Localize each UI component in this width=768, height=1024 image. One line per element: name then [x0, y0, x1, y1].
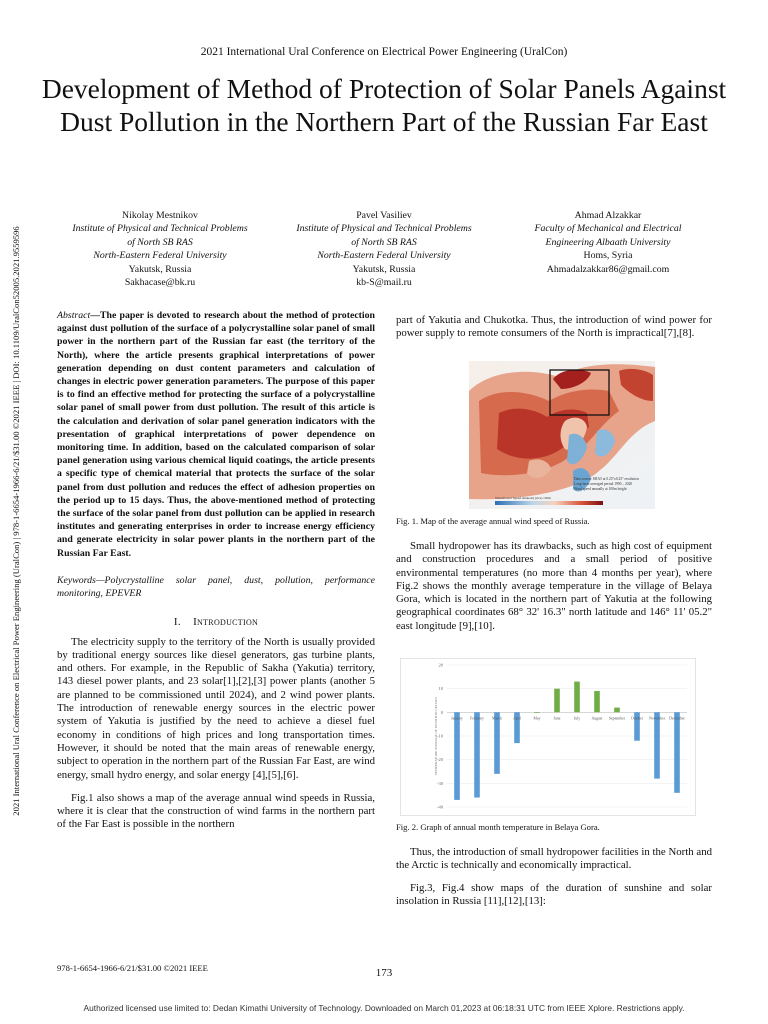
map-scale-label: Wind Power Speed Annually (m/s) 100m	[495, 496, 551, 500]
chart-category-label: November	[648, 716, 666, 721]
right-column-bottom	[396, 846, 712, 908]
chart-bar	[614, 708, 620, 713]
chart-category-label: May	[533, 716, 541, 721]
conference-header: 2021 International Ural Conference on Electrical Power Engineering (UralCon)	[200, 46, 568, 58]
right-column-top	[396, 314, 712, 341]
page-number: 173	[375, 967, 393, 979]
section-number: I.	[173, 616, 181, 629]
authorized-use-notice: Authorized licensed use limited to: Dedan Kimathi University of Technology. Downloaded on March 01,2023 at 06:18:31 UTC from IEEE Xplore. Restrictions apply.	[83, 1003, 685, 1013]
paper-title: Development of Method of Protection of Solar Panels Against Dust Pollution in the Northern Part of the Russian Far East	[41, 73, 727, 137]
map-legend-line-1: Data source: ERA5 at 0.25°x0.25° resolution	[574, 477, 639, 481]
chart-bar	[594, 691, 600, 712]
right-column-mid	[396, 540, 712, 633]
right-paragraph-3: Thus, the introduction of small hydropower facilities in the North and the Arctic is technically and economically impractical.	[396, 846, 712, 872]
author-city: Yakutsk, Russia	[352, 263, 416, 275]
author-name: Nikolay Mestnikov	[122, 210, 198, 221]
author-block-3	[508, 209, 708, 276]
chart-category-label: January	[451, 716, 463, 721]
author-email: Ahmadalzakkar86@gmail.com	[546, 263, 670, 275]
author-name: Ahmad Alzakkar	[574, 210, 642, 221]
chart-y-tick-label: 10	[438, 686, 443, 692]
chart-category-label: March	[492, 716, 502, 721]
author-name: Pavel Vasiliev	[356, 210, 412, 221]
author-block-2	[284, 209, 484, 289]
keywords-text: —Polycrystalline solar panel, dust, pollution, performance monitoring, EPEVER	[57, 574, 375, 600]
left-column	[57, 309, 375, 832]
author-affiliation: North-Eastern Federal University	[93, 250, 227, 262]
figure-1-wind-map	[469, 361, 655, 509]
author-affiliation: Engineering Albaath University	[545, 236, 671, 248]
chart-bar	[574, 682, 580, 713]
author-affiliation: Faculty of Mechanical and Electrical	[534, 223, 682, 235]
chart-category-label: February	[470, 716, 484, 721]
abstract-text: —The paper is devoted to research about the method of protection against dust pollution of the surface of a polycrystalline solar panel of small power in the northern part of the Russian far east (the territory of the North), where the article presents graphical interpretations of power generation depending on dust content parameters and calculation of changes in electric power generation parameters. The purpose of this paper is to find an effective method for protecting the surface of a polycrystalline solar panel of small power from dust pollution. The result of this article is the calculation and derivation of solar panel generation indicators with the presentation of graphical interpretations of power dependence on monitoring time. In addition, based on the calculated comparison of solar panel generation using various chemical liquid coatings, the article presents a specific type of chemical material that protects the surface of the solar panel from dust pollution and reduces the effect of adhesion properties on the period up to 15 days. Thus, the above-mentioned method of protecting the surface of the solar panel from dust pollution can be applied in research institutes and generating enterprises in order to increase energy efficiency and generate electricity in solar power plants in the northern part of the Russian Far East.	[57, 310, 375, 559]
chart-category-label: July	[573, 716, 581, 721]
section-title: Introduction	[193, 616, 259, 629]
chart-category-label: April	[512, 716, 522, 721]
map-color-scale	[495, 501, 603, 505]
chart-category-label: December	[669, 716, 685, 721]
chart-y-tick-label: -10	[437, 733, 443, 739]
keywords-lead: Keywords	[57, 574, 96, 586]
wind-map-image	[469, 361, 655, 509]
author-city: Yakutsk, Russia	[128, 263, 192, 275]
chart-y-axis-label: TEMPERATURE AVERAGE OF MONTH IN CELSIUS	[434, 696, 438, 776]
chart-bar	[454, 712, 460, 800]
intro-paragraph-1: The electricity supply to the territory of the North is usually provided by traditional energy sources like diesel generators, gas turbine plants, and others. For example, in the Republic of Sakha (Yakutia) territory, 143 diesel power plants, and 23 solar[1],[2],[3] power plants (another 5 are planned to be commissioned until 2024), and 2 wind power plants. The introduction of renewable energy sources in the electric power system of Yakutia is justified by the need to achieve a diesel fuel economy in conditions of high prices and long transportation times. However, it should be noted that the main areas of renewable energy, subject to operation in the northern part of the Russian Far East, are wind energy, small hydro energy, and solar energy [4],[5],[6].	[57, 635, 375, 781]
figure-1-caption: Fig. 1. Map of the average annual wind speed of Russia.	[396, 516, 590, 526]
temperature-bar-chart	[401, 659, 695, 815]
author-block-1	[60, 209, 260, 289]
chart-bar	[534, 712, 540, 713]
intro-paragraph-2: Fig.1 also shows a map of the average annual wind speeds in Russia, where it is clear that the construction of wind farms in the northern part of the Far East is possible in the northern	[57, 791, 375, 831]
chart-y-tick-label: -30	[437, 780, 443, 786]
footer-isbn: 978-1-6654-1966-6/21/$31.00 ©2021 IEEE	[57, 963, 208, 973]
figure-2-caption: Fig. 2. Graph of annual month temperature in Belaya Gora.	[396, 822, 600, 832]
figure-2-chart	[400, 658, 696, 816]
author-affiliation: Institute of Physical and Technical Problems	[296, 223, 472, 235]
right-paragraph-2: Small hydropower has its drawbacks, such as high cost of equipment and construction procedures and a small period of positive environmental temperatures (no more than 4 months per year), where Fig.2 shows the monthly average temperature in the village of Belaya Gora, which is located in the northern part of Yakutia at the following geographical coordinates 68° 32' 16.3" north latitude and 146° 11' 05.2" east longitude [9],[10].	[396, 540, 712, 632]
author-affiliation: of North SB RAS	[351, 236, 417, 248]
chart-y-tick-label: -20	[437, 757, 443, 763]
author-affiliation: North-Eastern Federal University	[317, 250, 451, 262]
author-city: Homs, Syria	[583, 250, 633, 262]
author-email: Sakhacase@bk.ru	[124, 277, 196, 289]
chart-category-label: September	[608, 716, 626, 721]
author-affiliation: of North SB RAS	[127, 236, 193, 248]
abstract-lead: Abstract	[57, 310, 91, 321]
keywords	[57, 574, 375, 600]
right-paragraph-4: Fig.3, Fig.4 show maps of the duration of sunshine and solar insolation in Russia [11],[12],[13]:	[396, 881, 712, 907]
section-heading-introduction	[57, 616, 375, 629]
chart-category-label: October	[630, 716, 644, 721]
chart-category-label: June	[553, 716, 561, 721]
chart-bar	[554, 689, 560, 713]
side-doi-stamp	[6, 156, 26, 886]
chart-y-tick-label: 20	[438, 662, 443, 668]
abstract	[57, 309, 375, 560]
chart-bar	[494, 712, 500, 774]
chart-category-label: August	[591, 716, 603, 721]
chart-bar	[674, 712, 680, 792]
author-affiliation: Institute of Physical and Technical Problems	[72, 223, 248, 235]
chart-bar	[654, 712, 660, 778]
map-legend-line-3: Wind speed annually at 100m height	[574, 487, 627, 491]
author-email: kb-S@mail.ru	[356, 277, 412, 289]
chart-y-tick-label: -40	[437, 804, 443, 810]
chart-y-tick-label: 0	[440, 709, 443, 715]
map-legend-line-2: Long-term averaged period 1990 – 2020	[574, 482, 633, 486]
right-paragraph-1: part of Yakutia and Chukotka. Thus, the introduction of wind power for power supply to remote consumers of the North is impractical[7],[8].	[396, 314, 712, 340]
chart-bar	[474, 712, 480, 797]
side-doi-text: 2021 International Ural Conference on Electrical Power Engineering (UralCon) | 978-1-6654-1966-6/21/$31.00 ©2021 IEEE | DOI: 10.1109/UralCon52005.2021.9559596	[11, 226, 21, 816]
